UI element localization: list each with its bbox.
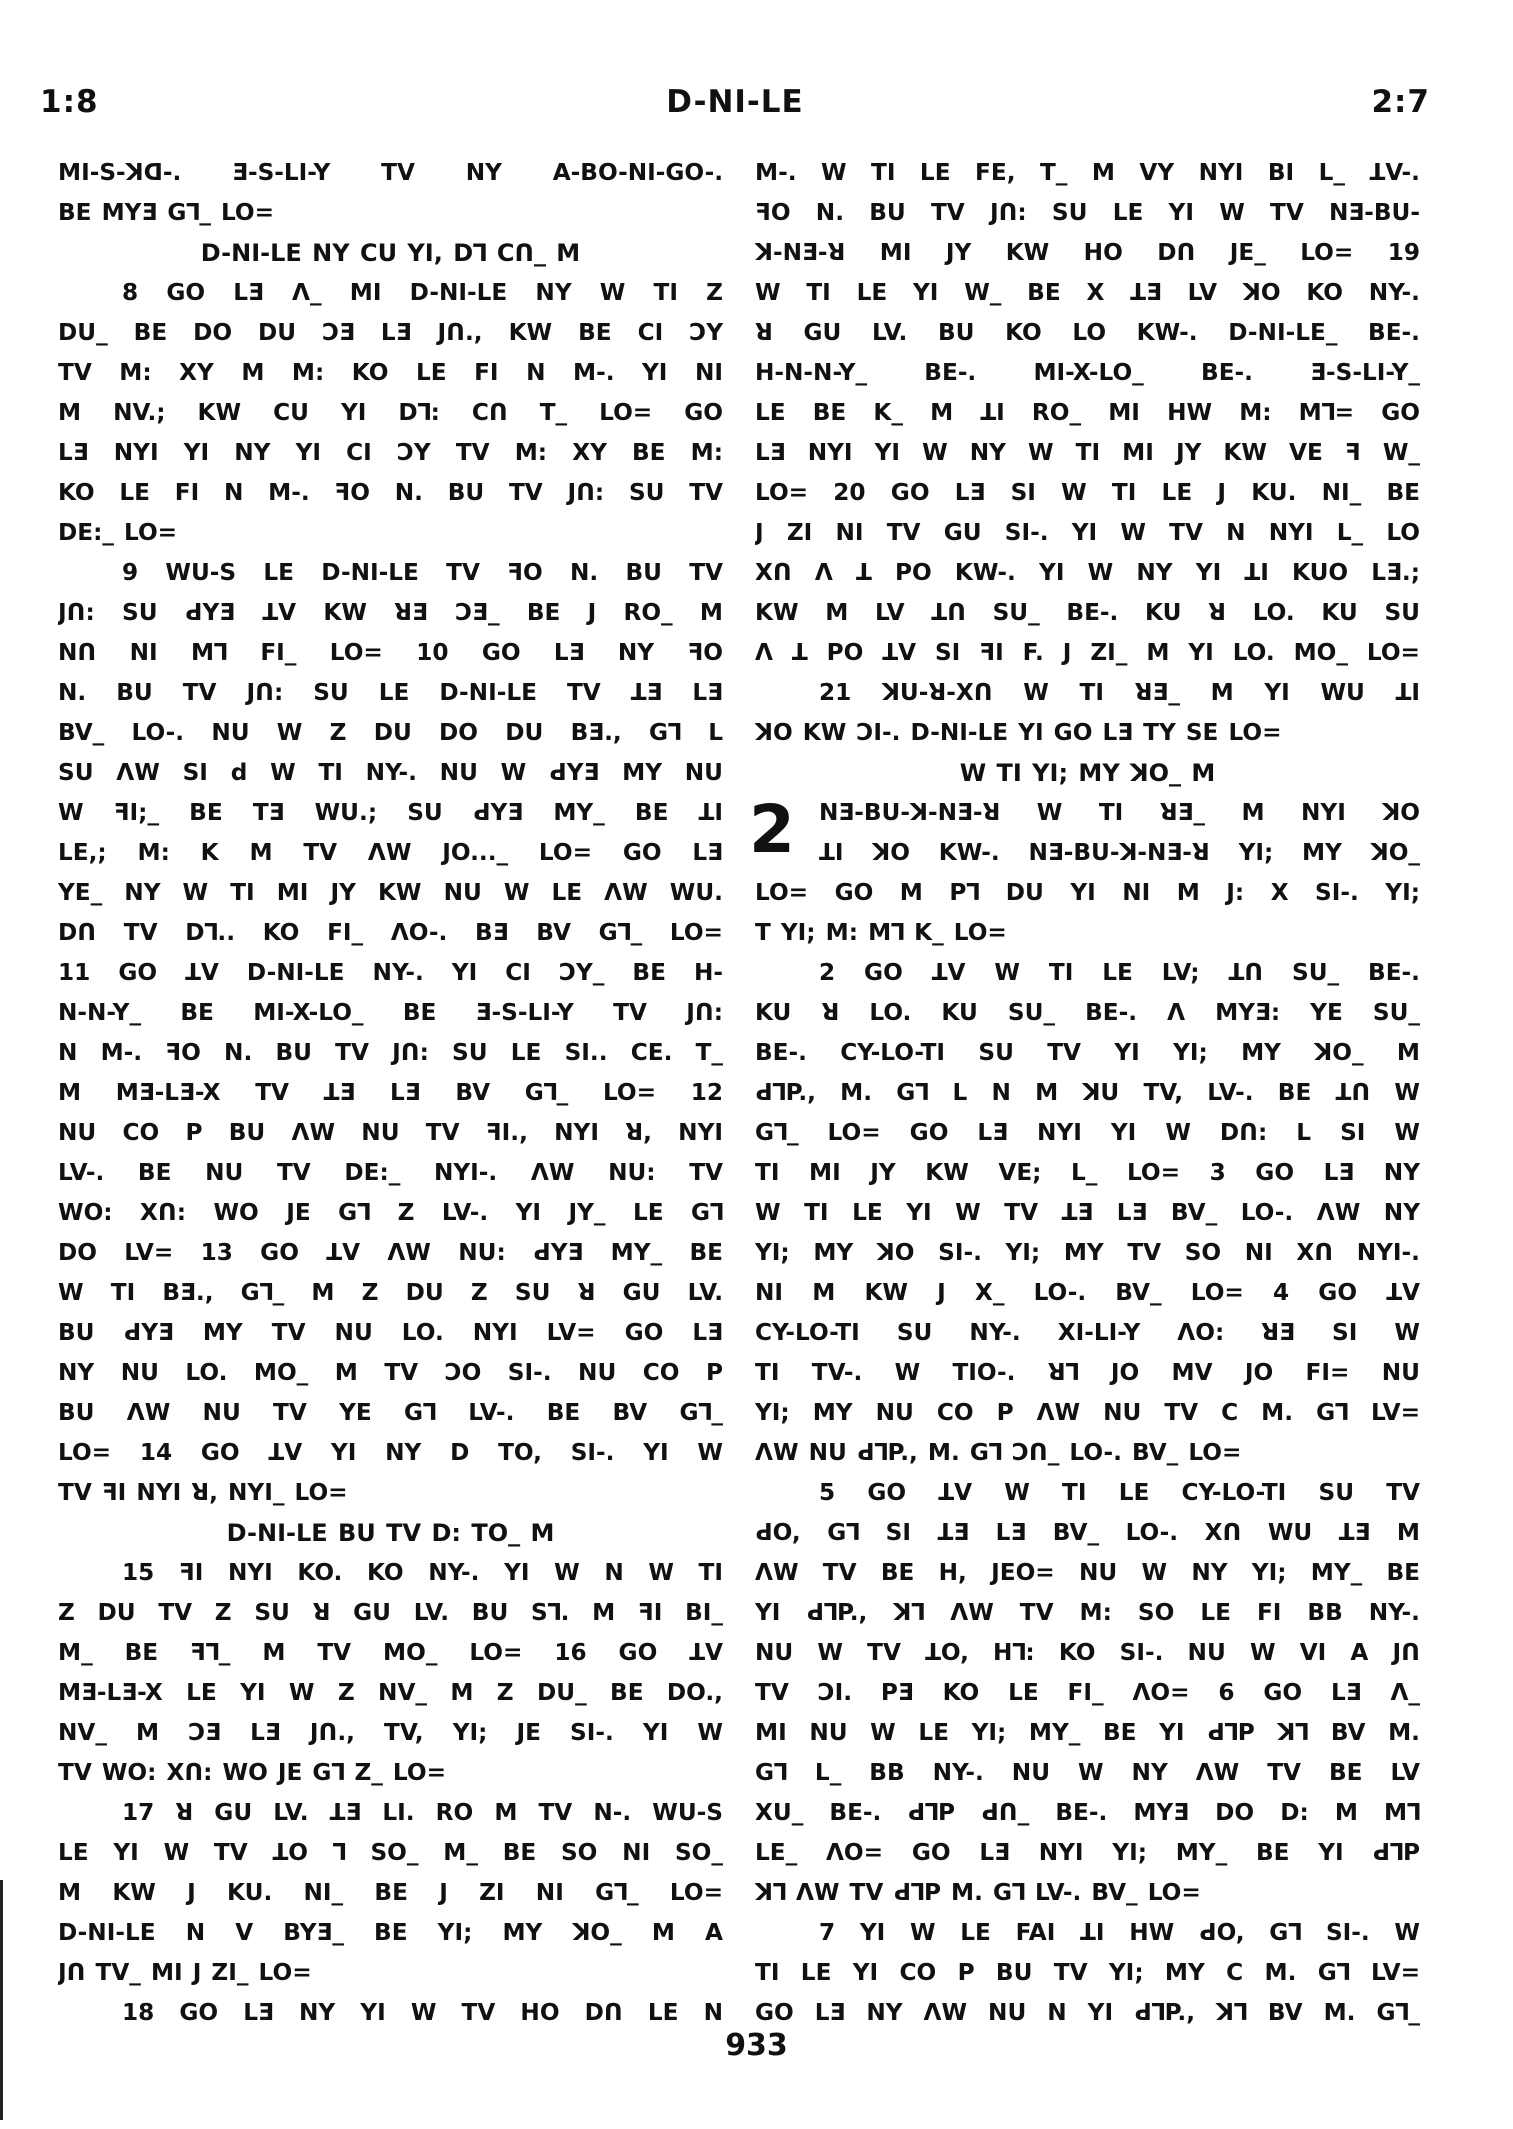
right-text-line: BE-. CY-LO-TI SU TV YI YI; MY ꓘO_ M [755, 1039, 1420, 1066]
left-text-line: 8 GO LƎ Λ_ MI D-NI-LE NY W TI Z [122, 279, 723, 306]
right-text-line: T YI; M: M⅂ K_ LO= [755, 919, 1007, 946]
left-text-line: MI-S-ꓘꓷ-. Ǝ-S-LI-Y TV NY A-BO-NI-GO-. [58, 159, 723, 186]
left-text-line: MƎ-LƎ-X LE YI W Z NV_ M Z DU_ BE DO., [58, 1679, 723, 1706]
right-text-column [749, 153, 1420, 2033]
scan-edge-mark [0, 1880, 3, 2120]
left-text-line: DU_ BE DO DU ƆƎ LƎ Jꓵ., KW BE CI ƆY [58, 319, 723, 346]
left-text-line: 15 ꟻI NYI KO. KO NY-. YI W N W TI [122, 1559, 723, 1586]
right-column-top [755, 153, 1420, 793]
right-text-line: NU W TV ꓕO, H⅂: KO SI-. NU W VI A Jꓵ [755, 1639, 1420, 1666]
right-text-line: YI; MY NU CO P ΛW NU TV C M. G⅂ LV= [755, 1399, 1420, 1426]
chapter-start-block [749, 791, 1420, 873]
right-text-line: YI ԀꓶP., ꓘ⅂ ΛW TV M: SO LE FI BB NY-. [755, 1599, 1420, 1626]
right-text-line: 7 YI W LE FAI ꓕI HW ԀO, G⅂ SI-. W [819, 1919, 1420, 1946]
header-chapter-verse-end: 2:7 [1371, 84, 1430, 120]
left-text-line: N-N-Y_ BE MI-X-LO_ BE Ǝ-S-LI-Y TV Jꓵ: [58, 999, 723, 1026]
left-text-line: M_ BE ꟻ⅂_ M TV MO_ LO= 16 GO ꓕV [58, 1639, 723, 1666]
chapter-drop-line: ꓕI ꓘO KW-. NƎ-BU-ꓘ-NƎ-ꓤ YI; MY ꓘO_ [819, 839, 1420, 866]
left-text-line: LƎ NYI YI NY YI CI ƆY TV M: XY BE M: [58, 439, 723, 466]
left-text-line: YE_ NY W TI MI JY KW NU W LE ΛW WU. [58, 879, 723, 906]
left-text-line: LO= 14 GO ꓕV YI NY D TO, SI-. YI W [58, 1439, 723, 1466]
left-text-line: TV WO: Xꓵ: WO JE G⅂ Z_ LO= [58, 1759, 447, 1786]
header-chapter-verse-start: 1:8 [40, 84, 99, 120]
right-text-line: LO= 20 GO LƎ SI W TI LE J KU. NI_ BE [755, 479, 1420, 506]
left-text-line: M MƎ-LƎ-X TV ꓕƎ LƎ BV G⅂_ LO= 12 [58, 1079, 723, 1106]
right-text-line: ΛW TV BE H, JEO= NU W NY YI; MY_ BE [755, 1559, 1420, 1586]
left-text-line: W TI BƎ., G⅂_ M Z DU Z SU ꓤ GU LV. [58, 1279, 723, 1306]
left-text-line: 17 ꓤ GU LV. ꓕƎ LI. RO M TV N-. WU-S [122, 1799, 723, 1826]
header-book-title: D-NI-LE [666, 84, 804, 120]
left-text-line: BE MYƎ G⅂_ LO= [58, 199, 275, 226]
right-text-line: ꓘO KW ƆI-. D-NI-LE YI GO LƎ TY SE LO= [755, 719, 1282, 746]
left-text-line: 9 WU-S LE D-NI-LE TV ꟻO N. BU TV [122, 559, 723, 586]
left-text-line: NU CO P BU ΛW NU TV ꟻI., NYI ꓤ, NYI [58, 1119, 723, 1146]
left-text-line: Dꓵ TV D⅂.. KO FI_ ΛO-. BƎ BV G⅂_ LO= [58, 919, 723, 946]
left-text-line: SU ΛW SI d W TI NY-. NU W ԀYƎ MY NU [58, 759, 723, 786]
left-text-line: LV-. BE NU TV DE:_ NYI-. ΛW NU: TV [58, 1159, 723, 1186]
right-text-line: W TI LE YI W_ BE X ꓕƎ LV ꓘO KO NY-. [755, 279, 1420, 306]
right-text-line: TI TV-. W TIO-. ꓤ⅂ JO MV JO FI= NU [755, 1359, 1420, 1386]
right-text-line: J ZI NI TV GU SI-. YI W TV N NYI L_ LO [755, 519, 1420, 546]
right-text-line: ΛW NU ԀꓶP., M. G⅂ Ɔꓵ_ LO-. BV_ LO= [755, 1439, 1242, 1466]
right-text-line: ꟻO N. BU TV Jꓵ: SU LE YI W TV NƎ-BU- [755, 199, 1420, 226]
left-text-line: M KW J KU. NI_ BE J ZI NI G⅂_ LO= [58, 1879, 723, 1906]
section-heading: D-NI-LE BU TV D: TO_ M [226, 1519, 555, 1547]
right-text-line: Λ ꓕ PO ꓕV SI ꟻI F. J ZI_ M YI LO. MO_ LO= [755, 639, 1420, 666]
left-text-line: Nꓵ NI M⅂ FI_ LO= 10 GO LƎ NY ꟻO [58, 639, 723, 666]
right-text-line: 2 GO ꓕV W TI LE LV; ꓕꓵ SU_ BE-. [819, 959, 1420, 986]
right-text-line: LE BE K_ M ꓕI RO_ MI HW M: M⅂= GO [755, 399, 1420, 426]
right-text-line: XU_ BE-. ԀꓶP Ԁꓵ_ BE-. MYƎ DO D: M M⅂ [755, 1799, 1420, 1826]
left-text-line: TV M: XY M M: KO LE FI N M-. YI NI [58, 359, 723, 386]
right-text-line: G⅂_ LO= GO LƎ NYI YI W Dꓵ: L SI W [755, 1119, 1420, 1146]
left-text-line: DE:_ LO= [58, 519, 178, 546]
right-text-line: ꓘ⅂ ΛW TV ԀꓶP M. G⅂ LV-. BV_ LO= [755, 1879, 1201, 1906]
right-text-line: W TI LE YI W TV ꓕƎ LƎ BV_ LO-. ΛW NY [755, 1199, 1420, 1226]
right-text-line: TI MI JY KW VE; L_ LO= 3 GO LƎ NY [755, 1159, 1420, 1186]
right-text-line: TV ƆI. PƎ KO LE FI_ ΛO= 6 GO LƎ Λ_ [755, 1679, 1420, 1706]
page-number: 933 [725, 2028, 788, 2063]
chapter-drop-lines [755, 793, 1420, 873]
left-text-line: N M-. ꟻO N. BU TV Jꓵ: SU LE SI.. CE. T_ [58, 1039, 723, 1066]
left-text-line: TV ꟻI NYI ꓤ, NYI_ LO= [58, 1479, 348, 1506]
right-text-line: LO= GO M P⅂ DU YI NI M J: X SI-. YI; [755, 879, 1420, 906]
right-text-line: H-N-N-Y_ BE-. MI-X-LO_ BE-. Ǝ-S-LI-Y_ [755, 359, 1420, 386]
left-text-line: LE,; M: K M TV ΛW JO..._ LO= GO LƎ [58, 839, 723, 866]
section-heading: D-NI-LE NY CU YI, D⅂ Cꓵ_ M [200, 239, 581, 267]
right-text-line: ꓘ-NƎ-ꓤ MI JY KW HO Dꓵ JE_ LO= 19 [755, 239, 1420, 266]
left-text-line: N. BU TV Jꓵ: SU LE D-NI-LE TV ꓕƎ LƎ [58, 679, 723, 706]
right-text-line: MI NU W LE YI; MY_ BE YI ԀꓶP ꓘ⅂ BV M. [755, 1719, 1420, 1746]
right-text-line: YI; MY ꓘO SI-. YI; MY TV SO NI Xꓵ NYI-. [755, 1239, 1420, 1266]
right-text-line: GO LƎ NY ΛW NU N YI ԀꓶP., ꓘ⅂ BV M. G⅂_ [755, 1999, 1420, 2026]
left-text-line: WO: Xꓵ: WO JE G⅂ Z LV-. YI JY_ LE G⅂ [58, 1199, 723, 1226]
left-text-line: 18 GO LƎ NY YI W TV HO Dꓵ LE N [122, 1999, 723, 2026]
left-text-line: Jꓵ: SU ԀYƎ ꓕV KW ꓤƎ ƆƎ_ BE J RO_ M [58, 599, 723, 626]
right-column-bottom [755, 873, 1420, 2033]
left-text-line: KO LE FI N M-. ꟻO N. BU TV Jꓵ: SU TV [58, 479, 723, 506]
right-text-line: ԀꓶP., M. G⅂ L N M ꓘU TV, LV-. BE ꓕꓵ W [755, 1079, 1420, 1106]
running-header [40, 84, 1430, 124]
left-text-column [58, 153, 723, 2033]
right-text-line: KW M LV ꓕꓵ SU_ BE-. KU ꓤ LO. KU SU [755, 599, 1420, 626]
right-text-line: KU ꓤ LO. KU SU_ BE-. Λ MYƎ: YE SU_ [755, 999, 1420, 1026]
right-text-line: LƎ NYI YI W NY W TI MI JY KW VE ꟻ W_ [755, 439, 1420, 466]
right-text-line: CY-LO-TI SU NY-. XI-LI-Y ΛO: ꓤƎ SI W [755, 1319, 1420, 1346]
left-text-line: 11 GO ꓕV D-NI-LE NY-. YI CI ƆY_ BE H- [58, 959, 723, 986]
right-text-line: Xꓵ Λ ꓕ PO KW-. YI W NY YI ꓕI KUO LƎ.; [755, 559, 1420, 586]
left-text-line: W ꟻI;_ BE TƎ WU.; SU ԀYƎ MY_ BE ꓕI [58, 799, 723, 826]
left-text-line: Jꓵ TV_ MI J ZI_ LO= [58, 1959, 312, 1986]
chapter-drop-line: NƎ-BU-ꓘ-NƎ-ꓤ W TI ꓤƎ_ M NYI ꓘO [819, 799, 1420, 826]
left-text-line: BU ԀYƎ MY TV NU LO. NYI LV= GO LƎ [58, 1319, 723, 1346]
right-text-line: M-. W TI LE FE, T_ M VY NYI BI L_ ꓕV-. [755, 159, 1420, 186]
right-text-line: NI M KW J X_ LO-. BV_ LO= 4 GO ꓕV [755, 1279, 1420, 1306]
section-heading: W TI YI; MY ꓘO_ M [959, 759, 1216, 787]
right-text-line: G⅂ L_ BB NY-. NU W NY ΛW TV BE LV [755, 1759, 1420, 1786]
left-text-line: BV_ LO-. NU W Z DU DO DU BƎ., G⅂ L [58, 719, 723, 746]
chapter-number: 2 [749, 791, 795, 868]
right-text-line: 5 GO ꓕV W TI LE CY-LO-TI SU TV [819, 1479, 1420, 1506]
left-text-line: DO LV= 13 GO ꓕV ΛW NU: ԀYƎ MY_ BE [58, 1239, 723, 1266]
right-text-line: 21 ꓘU-ꓤ-Xꓵ W TI ꓤƎ_ M YI WU ꓕI [819, 679, 1420, 706]
left-text-line: Z DU TV Z SU ꓤ GU LV. BU S⅂. M ꟻI BI_ [58, 1599, 723, 1626]
left-text-line: D-NI-LE N V BYƎ_ BE YI; MY ꓘO_ M A [58, 1919, 723, 1946]
right-text-line: ԀO, G⅂ SI ꓕƎ LƎ BV_ LO-. Xꓵ WU ꓕƎ M [755, 1519, 1420, 1546]
right-text-line: TI LE YI CO P BU TV YI; MY C M. G⅂ LV= [755, 1959, 1420, 1986]
left-text-line: M NV.; KW CU YI D⅂: Cꓵ T_ LO= GO [58, 399, 723, 426]
left-text-line: NV_ M ƆƎ LƎ Jꓵ., TV, YI; JE SI-. YI W [58, 1719, 723, 1746]
left-text-line: NY NU LO. MO_ M TV ƆO SI-. NU CO P [58, 1359, 723, 1386]
left-text-line: LE YI W TV ꓕO ⅂ SO_ M_ BE SO NI SO_ [58, 1839, 723, 1866]
right-text-line: LE_ ΛO= GO LƎ NYI YI; MY_ BE YI ԀꓶP [755, 1839, 1420, 1866]
right-text-line: ꓤ GU LV. BU KO LO KW-. D-NI-LE_ BE-. [755, 319, 1420, 346]
left-text-line: BU ΛW NU TV YE G⅂ LV-. BE BV G⅂_ [58, 1399, 723, 1426]
